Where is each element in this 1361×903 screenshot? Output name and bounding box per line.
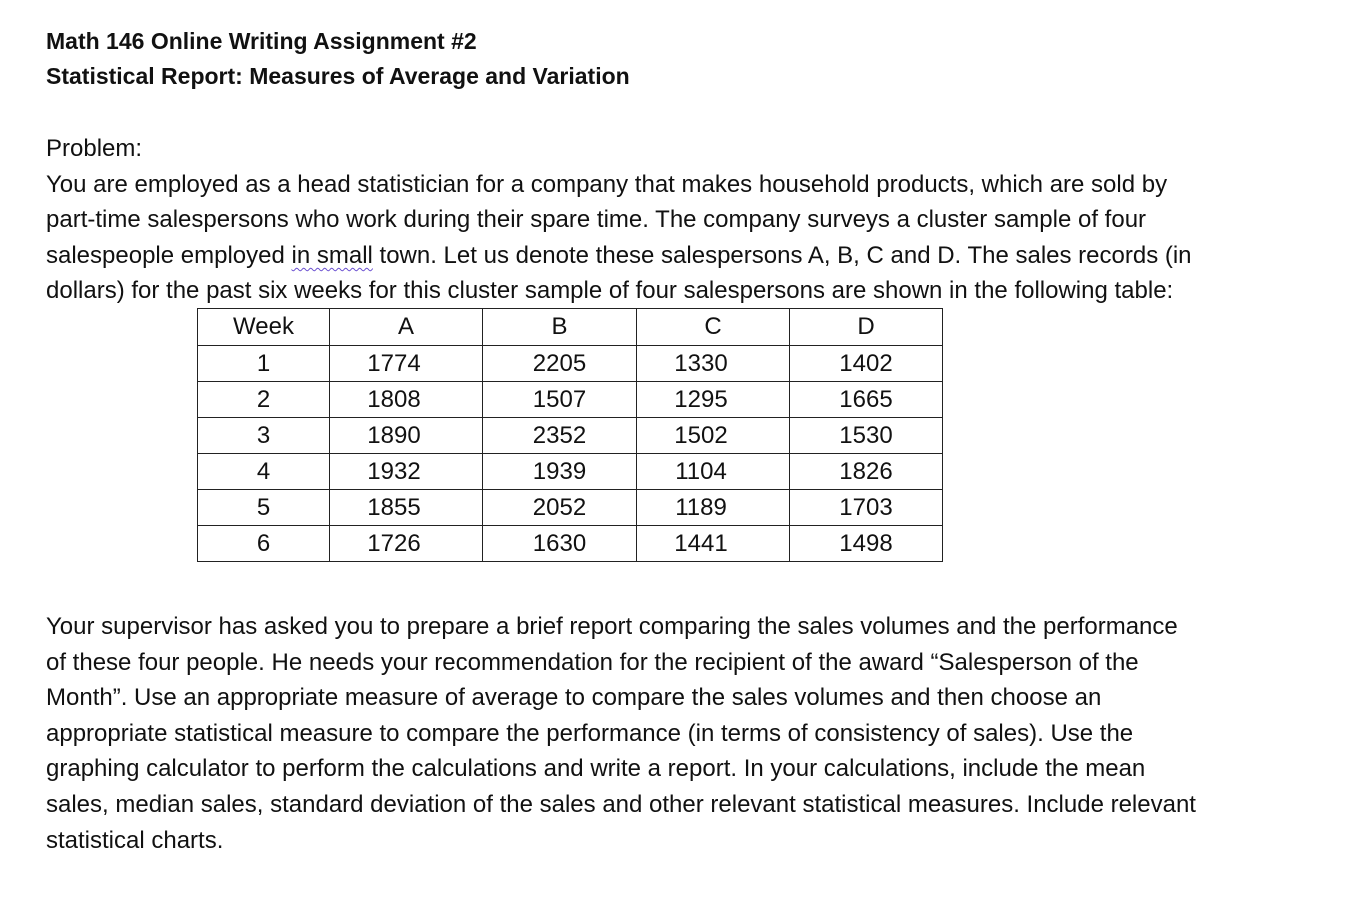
sales-cell-a: 1932 — [330, 454, 483, 490]
table-row — [198, 454, 943, 490]
instructions-line-6: sales, median sales, standard deviation of the sales and other relevant statistical measures. Include relevant — [46, 790, 1196, 818]
problem-line-3-start: salespeople employed — [46, 241, 292, 269]
grammar-flag[interactable]: in small — [291, 241, 373, 269]
problem-line-3 — [46, 238, 1336, 274]
sales-cell-c: 1330 — [637, 346, 790, 382]
instructions-line-1: Your supervisor has asked you to prepare a brief report comparing the sales volumes and the performance — [46, 613, 1178, 640]
instructions-line-7: statistical charts. — [46, 826, 224, 854]
sales-cell-b: 2052 — [483, 490, 637, 526]
sales-cell-a: 1855 — [330, 490, 483, 526]
document-title: Math 146 Online Writing Assignment #2 — [46, 28, 477, 54]
table-row — [198, 490, 943, 526]
header-week: Week — [198, 309, 330, 346]
sales-cell-b: 1507 — [483, 382, 637, 418]
instructions-section — [46, 609, 1336, 858]
sales-cell-b: 2205 — [483, 346, 637, 382]
problem-section — [46, 131, 1336, 309]
sales-cell-b: 1939 — [483, 454, 637, 490]
sales-cell-c: 1189 — [637, 490, 790, 526]
sales-cell-c: 1104 — [637, 454, 790, 490]
sales-cell-c: 1502 — [637, 418, 790, 454]
problem-line-1: You are employed as a head statistician for a company that makes household products, which are sold by — [46, 170, 1168, 198]
week-cell: 3 — [198, 418, 330, 454]
table-row — [198, 346, 943, 382]
sales-cell-c: 1295 — [637, 382, 790, 418]
instructions-line-3: Month”. Use an appropriate measure of average to compare the sales volumes and then choose an — [46, 684, 1102, 712]
problem-line-4: dollars) for the past six weeks for this cluster sample of four salespersons are shown in the following table: — [46, 277, 1174, 305]
table-row — [198, 418, 943, 454]
sales-cell-d: 1498 — [790, 526, 943, 562]
document-subtitle: Statistical Report: Measures of Average and Variation — [46, 63, 630, 89]
sales-cell-a: 1890 — [330, 418, 483, 454]
sales-cell-d: 1703 — [790, 490, 943, 526]
table-header-row — [198, 309, 943, 346]
sales-cell-d: 1530 — [790, 418, 943, 454]
problem-line-3-end: town. Let us denote these salespersons A, B, C and D. The sales records (in — [372, 241, 1192, 269]
sales-cell-a: 1726 — [330, 526, 483, 562]
instructions-line-2: of these four people. He needs your recommendation for the recipient of the award “Salesperson of the — [46, 648, 1139, 676]
sales-cell-c: 1441 — [637, 526, 790, 562]
instructions-line-5: graphing calculator to perform the calculations and write a report. In your calculations, include the mean — [46, 755, 1146, 783]
sales-cell-d: 1665 — [790, 382, 943, 418]
week-cell: 4 — [198, 454, 330, 490]
table-row — [198, 382, 943, 418]
week-cell: 2 — [198, 382, 330, 418]
week-cell: 5 — [198, 490, 330, 526]
header-c: C — [637, 309, 790, 346]
table-row — [198, 526, 943, 562]
sales-cell-b: 2352 — [483, 418, 637, 454]
instructions-line-4: appropriate statistical measure to compare the performance (in terms of consistency of sales). Use the — [46, 719, 1134, 747]
problem-line-2: part-time salespersons who work during their spare time. The company surveys a cluster sample of four — [46, 206, 1147, 234]
sales-table — [197, 308, 943, 562]
header-d: D — [790, 309, 943, 346]
week-cell: 1 — [198, 346, 330, 382]
sales-cell-d: 1826 — [790, 454, 943, 490]
sales-cell-b: 1630 — [483, 526, 637, 562]
header-b: B — [483, 309, 637, 346]
problem-label: Problem: — [46, 135, 143, 162]
header-a: A — [330, 309, 483, 346]
week-cell: 6 — [198, 526, 330, 562]
sales-cell-a: 1808 — [330, 382, 483, 418]
sales-cell-d: 1402 — [790, 346, 943, 382]
sales-cell-a: 1774 — [330, 346, 483, 382]
document-page — [46, 24, 1336, 854]
